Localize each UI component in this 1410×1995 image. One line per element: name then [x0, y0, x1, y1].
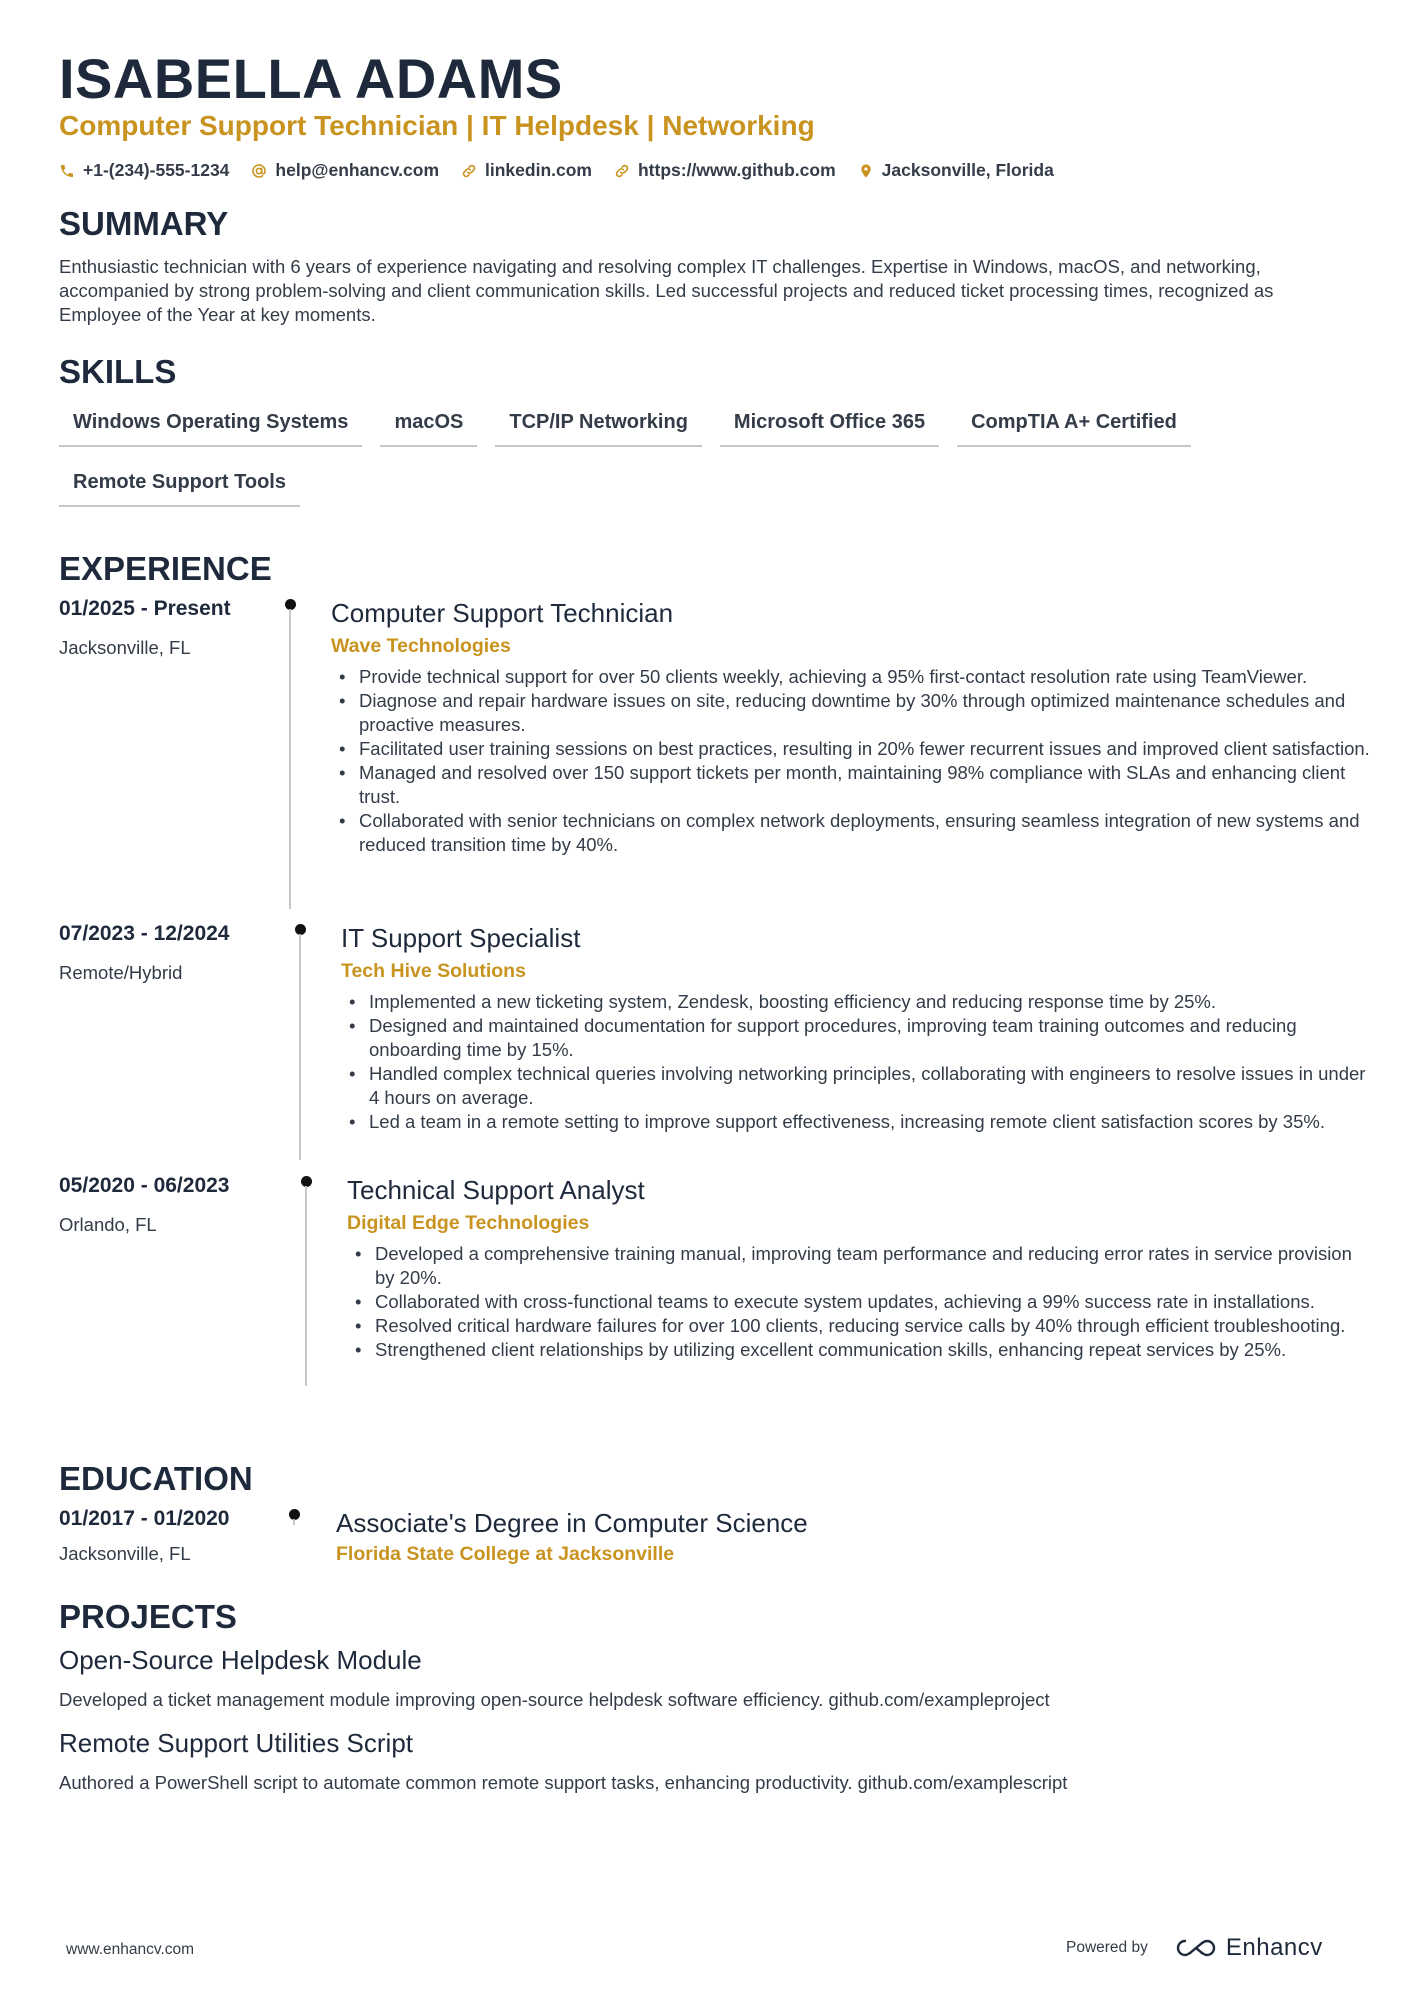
experience-bullets [341, 990, 1371, 1134]
bullet-item: • Collaborated with cross-functional teams to execute system updates, achieving a 99% success rate in installations. [347, 1290, 1371, 1314]
bullet-item: • Facilitated user training sessions on best practices, resulting in 20% fewer recurrent issues and improved client satisfaction. [331, 737, 1371, 761]
skill-tag: Windows Operating Systems [59, 405, 362, 447]
bullet-item: • Designed and maintained documentation for support procedures, improving team training outcomes and reducing onboarding time by 15%. [341, 1014, 1371, 1062]
experience-role: IT Support Specialist [341, 923, 581, 953]
education-heading: EDUCATION [59, 1460, 253, 1497]
experience-company: Tech Hive Solutions [341, 960, 526, 982]
bullet-item: • Collaborated with senior technicians on complex network deployments, ensuring seamless integration of new systems and reduced transition time by 40%. [331, 809, 1371, 857]
contact-bar [59, 160, 1054, 181]
education-location: Jacksonville, FL [59, 1543, 191, 1564]
timeline-line [289, 609, 291, 909]
brand-name: Enhancv [1225, 1934, 1323, 1961]
contact-linkedin[interactable] [461, 160, 592, 181]
powered-by-label: Powered by [1066, 1939, 1148, 1956]
experience-body [347, 1174, 1371, 1362]
contact-email-text: help@enhancv.com [275, 160, 440, 180]
project-description: Developed a ticket management module improving open-source helpdesk software efficiency. github.com/exampleproject [59, 1689, 1050, 1710]
at-icon [251, 163, 267, 179]
project-title: Remote Support Utilities Script [59, 1728, 414, 1758]
experience-role: Computer Support Technician [331, 598, 674, 628]
skill-tag: macOS [380, 405, 477, 447]
contact-linkedin-text: linkedin.com [485, 160, 592, 180]
enhancv-logo-icon [1174, 1937, 1218, 1959]
education-entry [59, 1507, 1359, 1577]
skill-tag: Microsoft Office 365 [720, 405, 939, 447]
experience-body [341, 922, 1371, 1134]
experience-entry [59, 1174, 1359, 1444]
experience-dates: 01/2025 - Present [59, 597, 231, 620]
bullet-item: • Handled complex technical queries involving networking principles, collaborating with engineers to resolve issues in under 4 hours on average. [341, 1062, 1371, 1110]
contact-email[interactable] [251, 160, 439, 181]
bullet-item: • Provide technical support for over 50 clients weekly, achieving a 95% first-contact resolution rate using TeamViewer. [331, 665, 1371, 689]
skill-tag: Remote Support Tools [59, 465, 300, 507]
bullet-item: • Managed and resolved over 150 support tickets per month, maintaining 98% compliance with SLAs and enhancing client trust. [331, 761, 1371, 809]
experience-bullets [331, 665, 1371, 857]
experience-dates: 05/2020 - 06/2023 [59, 1174, 230, 1197]
education-school: Florida State College at Jacksonville [336, 1543, 675, 1565]
location-pin-icon [858, 163, 874, 179]
experience-location: Remote/Hybrid [59, 962, 183, 983]
experience-location: Jacksonville, FL [59, 637, 191, 658]
skills-heading: SKILLS [59, 353, 177, 390]
experience-entry [59, 597, 1370, 912]
bullet-item: • Resolved critical hardware failures for over 100 clients, reducing service calls by 40% through efficient troubleshooting. [347, 1314, 1371, 1338]
footer-website[interactable]: www.enhancv.com [66, 1941, 195, 1958]
skill-tag: CompTIA A+ Certified [957, 405, 1191, 447]
bullet-item: • Strengthened client relationships by utilizing excellent communication skills, enhancing repeat services by 25%. [347, 1338, 1371, 1362]
timeline-line [305, 1186, 307, 1386]
contact-github[interactable] [614, 160, 836, 181]
experience-location: Orlando, FL [59, 1214, 157, 1235]
phone-icon [59, 163, 75, 179]
projects-heading: PROJECTS [59, 1598, 237, 1635]
experience-heading: EXPERIENCE [59, 550, 272, 587]
bullet-item: • Developed a comprehensive training manual, improving team performance and reducing error rates in service provision by 20%. [347, 1242, 1371, 1290]
experience-entry [59, 922, 1366, 1162]
contact-github-text: https://www.github.com [637, 160, 836, 180]
experience-company: Digital Edge Technologies [347, 1212, 590, 1234]
summary-heading: SUMMARY [59, 205, 229, 242]
timeline-line [299, 934, 301, 1160]
experience-dates: 07/2023 - 12/2024 [59, 922, 230, 945]
contact-location [858, 160, 1054, 181]
project-description: Authored a PowerShell script to automate common remote support tasks, enhancing productivity. github.com/examplescript [59, 1772, 1068, 1793]
education-body [336, 1507, 1336, 1567]
candidate-title: Computer Support Technician | IT Helpdesk | Networking [59, 110, 815, 141]
footer-powered-by [1066, 1934, 1323, 1962]
summary-text: Enthusiastic technician with 6 years of experience navigating and resolving complex IT challenges. Expertise in Windows, macOS, and networking, accompanied by strong problem-solving and client communication skills. Led successful projects and reduced ticket processing times, recognized as Employee of the Year at key moments. [59, 256, 1274, 325]
experience-bullets [347, 1242, 1371, 1362]
skills-list [59, 405, 1359, 507]
timeline-line [293, 1519, 295, 1525]
education-degree: Associate's Degree in Computer Science [336, 1508, 808, 1538]
experience-company: Wave Technologies [331, 635, 511, 657]
link-icon [614, 163, 630, 179]
contact-location-text: Jacksonville, Florida [881, 160, 1054, 180]
bullet-item: • Implemented a new ticketing system, Zendesk, boosting efficiency and reducing response time by 25%. [341, 990, 1371, 1014]
contact-phone[interactable] [59, 160, 229, 181]
education-dates: 01/2017 - 01/2020 [59, 1507, 230, 1530]
candidate-name: ISABELLA ADAMS [59, 47, 563, 110]
contact-phone-text: +1-(234)-555-1234 [83, 160, 230, 180]
project-title: Open-Source Helpdesk Module [59, 1645, 422, 1675]
link-icon [461, 163, 477, 179]
bullet-item: • Diagnose and repair hardware issues on site, reducing downtime by 30% through optimized maintenance schedules and proactive measures. [331, 689, 1371, 737]
skill-tag: TCP/IP Networking [495, 405, 702, 447]
bullet-item: • Led a team in a remote setting to improve support effectiveness, increasing remote client satisfaction scores by 35%. [341, 1110, 1371, 1134]
experience-body [331, 597, 1371, 857]
experience-role: Technical Support Analyst [347, 1175, 645, 1205]
brand-logo[interactable] [1174, 1934, 1323, 1962]
